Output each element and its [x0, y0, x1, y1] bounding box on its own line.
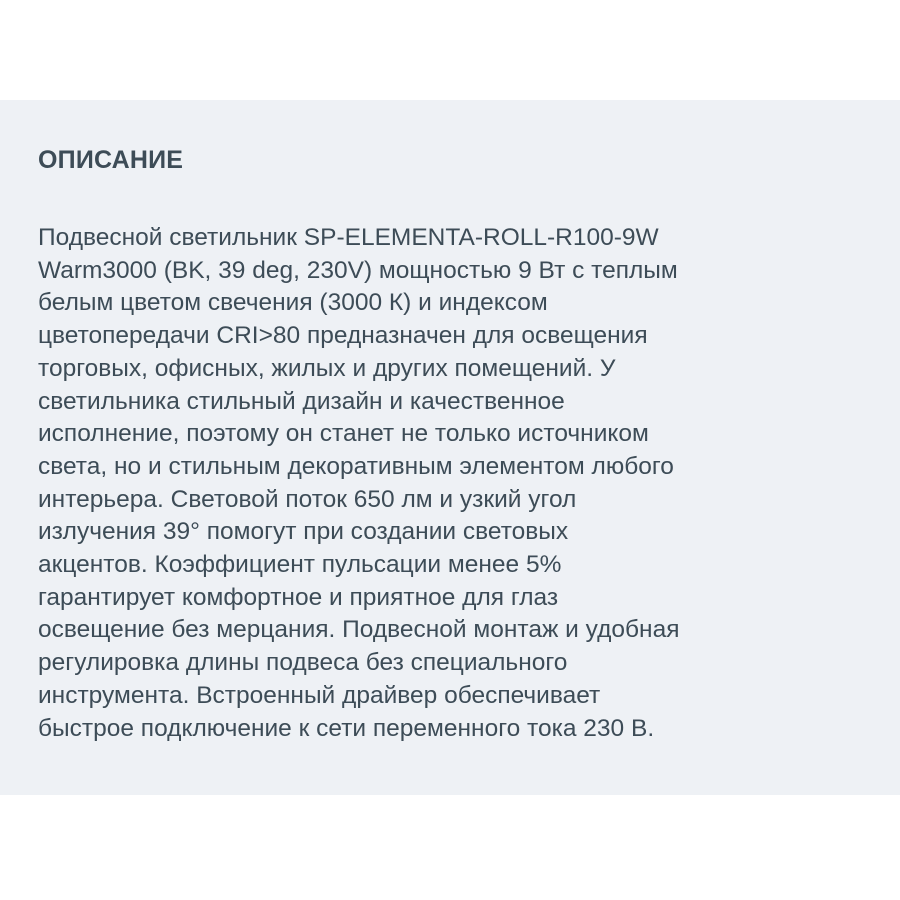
description-line: регулировка длины подвеса без специального	[38, 649, 568, 677]
description-line: белым цветом свечения (3000 К) и индексом	[38, 289, 548, 317]
description-line: гарантирует комфортное и приятное для глаз	[38, 583, 559, 611]
description-line: торговых, офисных, жилых и других помещений. У	[38, 354, 616, 382]
description-line: Подвесной светильник SP-ELEMENTA-ROLL-R100-9W	[38, 224, 659, 251]
description-line: быстрое подключение к сети переменного тока 230 В.	[38, 714, 655, 742]
description-line: цветопередачи CRI>80 предназначен для освещения	[38, 322, 648, 350]
description-line: исполнение, поэтому он станет не только источником	[38, 420, 649, 448]
description-line: Warm3000 (BK, 39 deg, 230V) мощностью 9 Вт с теплым	[38, 256, 678, 284]
description-line: интерьера. Световой поток 650 лм и узкий угол	[38, 485, 577, 513]
description-line: освещение без мерцания. Подвесной монтаж и удобная	[38, 616, 680, 644]
description-line: светильника стильный дизайн и качественное	[38, 387, 565, 415]
description-line: света, но и стильным декоративным элементом любого	[38, 452, 674, 480]
description-line: излучения 39° помогут при создании световых	[38, 518, 569, 546]
section-title: ОПИСАНИЕ	[38, 146, 184, 174]
product-description	[38, 222, 868, 745]
description-line: акцентов. Коэффициент пульсации менее 5%	[38, 551, 562, 579]
description-line: инструмента. Встроенный драйвер обеспечивает	[38, 681, 601, 709]
